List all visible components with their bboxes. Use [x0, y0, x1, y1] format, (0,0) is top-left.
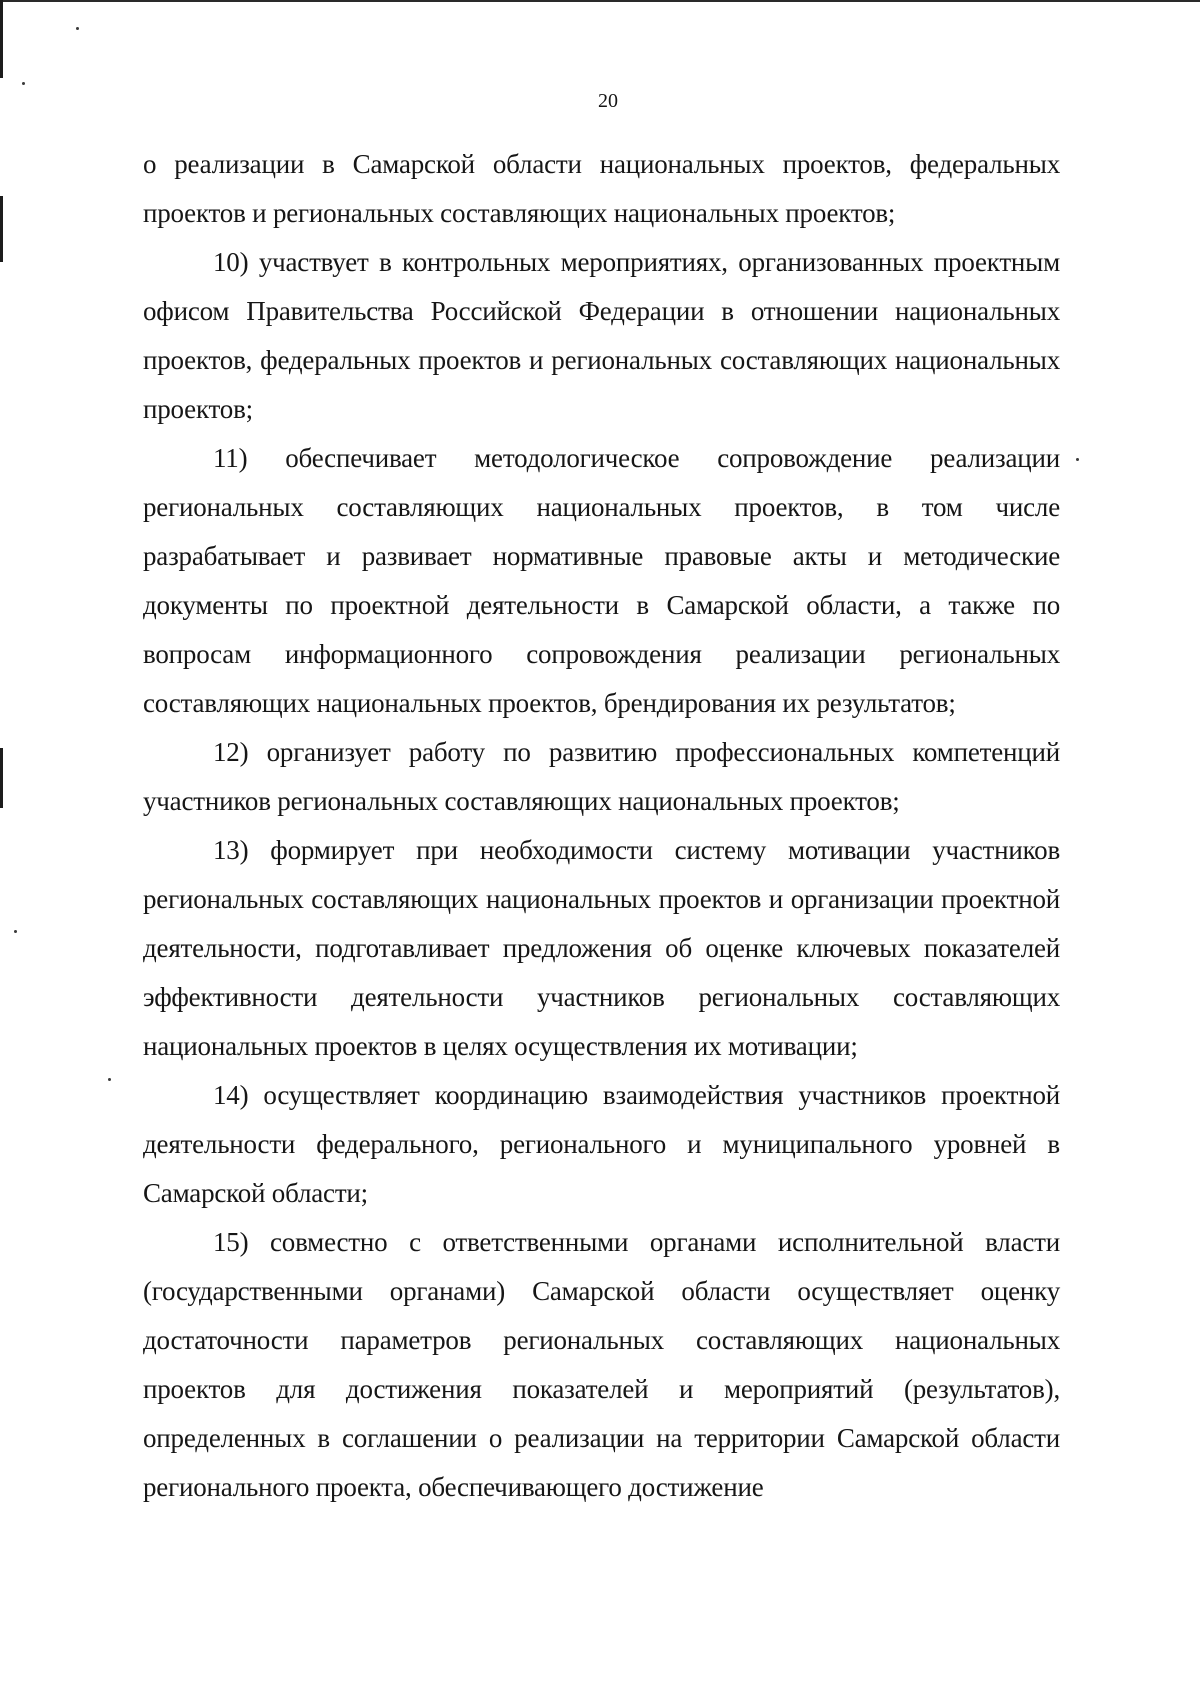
scan-speck: [22, 82, 25, 85]
paragraph-item-13: 13) формирует при необходимости систему мотивации участников региональных составляющих национальных проектов и организации проектной деятельности, подготавливает предложения об оценке ключевых показателей эффективности деятельности участников региональных составляющих национальных проектов в целях осуществления их мотивации;: [143, 835, 1060, 1061]
scan-edge-left: [0, 196, 3, 262]
paragraph-item-15: 15) совместно с ответственными органами исполнительной власти (государственными органами) Самарской области осуществляет оценку достаточности параметров региональных составляющих национальных проектов для достижения показателей и мероприятий (результатов), определенных в соглашении о реализации на территории Самарской области регионального проекта, обеспечивающего достижение: [143, 1227, 1060, 1502]
paragraph-item-11: 11) обеспечивает методологическое сопровождение реализации региональных составляющих национальных проектов, в том числе разрабатывает и развивает нормативные правовые акты и методические документы по проектной деятельности в Самарской области, а также по вопросам информационного сопровождения реализации региональных составляющих национальных проектов, брендирования их результатов;: [143, 443, 1060, 718]
paragraph-item-12: 12) организует работу по развитию профессиональных компетенций участников региональных составляющих национальных проектов;: [143, 737, 1060, 816]
document-body: [143, 140, 1060, 1512]
scan-edge-left: [0, 0, 3, 78]
scan-speck: [76, 27, 79, 30]
scan-edge-top: [0, 0, 1200, 2]
page-number: 20: [598, 90, 618, 112]
scan-speck: [1076, 458, 1079, 461]
scan-speck: [14, 930, 17, 933]
scan-edge-left: [0, 748, 3, 808]
scan-speck: [108, 1078, 111, 1081]
paragraph-continuation: о реализации в Самарской области национальных проектов, федеральных проектов и региональных составляющих национальных проектов;: [143, 149, 1060, 228]
paragraph-item-10: 10) участвует в контрольных мероприятиях, организованных проектным офисом Правительства Российской Федерации в отношении национальных проектов, федеральных проектов и региональных составляющих национальных проектов;: [143, 247, 1060, 424]
paragraph-item-14: 14) осуществляет координацию взаимодействия участников проектной деятельности федерального, регионального и муниципального уровней в Самарской области;: [143, 1080, 1060, 1208]
